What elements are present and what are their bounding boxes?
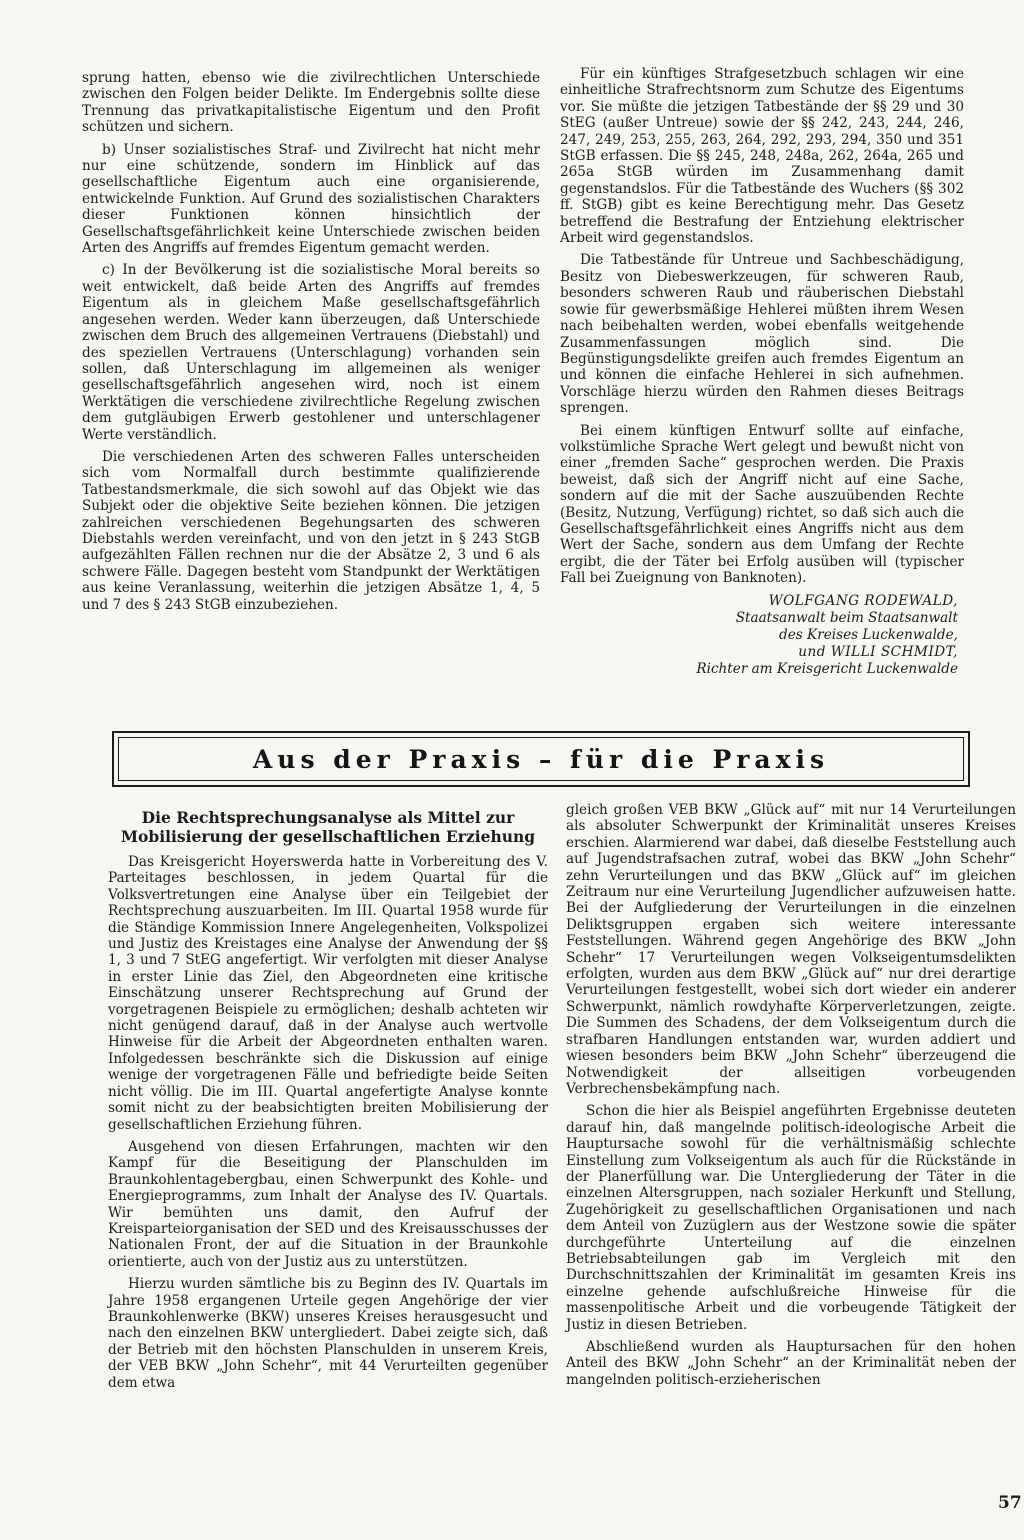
author-signature [560, 593, 964, 678]
article-right-column [566, 802, 1016, 1394]
author-name: WOLFGANG RODEWALD, [768, 592, 958, 609]
paragraph: Hierzu wurden sämtliche bis zu Beginn des IV. Quartals im Jahre 1958 ergangenen Urteile gegen Angehörige der vier Braunkohlenwerke (BKW) unseres Kreises herausgesucht und nach den einzelnen BKW untergliedert. Dabei zeigte sich, daß der Betrieb mit den höchsten Planschulden in unserem Kreis, der VEB BKW „John Schehr“, mit 44 Verurteilten gegenüber dem etwa [108, 1276, 548, 1391]
paragraph: Für ein künftiges Strafgesetzbuch schlagen wir eine einheitliche Strafrechtsnorm zum Schutze des Eigentums vor. Sie müßte die jetzigen Tatbestände der §§ 29 und 30 StEG (außer Untreue) sowie der §§ 242, 243, 244, 246, 247, 249, 253, 255, 263, 264, 292, 293, 294, 350 und 351 StGB erfassen. Die §§ 245, 248, 248a, 262, 264a, 265 und 265a StGB würden im Zusammenhang damit gegenstandslos. Für die Tatbestände des Wuchers (§§ 302 ff. StGB) gibt es keine Berechtigung mehr. Das Gesetz betreffend die Bestrafung der Entziehung elektrischer Arbeit wird gegenstandslos. [560, 66, 964, 247]
author-name: und WILLI SCHMIDT, [798, 643, 958, 660]
article-title-line: Die Rechtsprechungsanalyse als Mittel zur [141, 808, 515, 827]
upper-left-column [82, 70, 540, 619]
paragraph: Die verschiedenen Arten des schweren Falles unterscheiden sich vom Normalfall durch bestimmte qualifizierende Tatbestandsmerkmale, die sich sowohl auf das Objekt wie das Subjekt oder die objektive Seite beziehen können. Die jetzigen zahlreichen verschiedenen Begehungsarten des schweren Diebstahls werden vereinfacht, und von den jetzt in § 243 StGB aufgezählten Fällen rechnen nur die der Absätze 2, 3 und 6 als schwere Fälle. Dagegen besteht vom Standpunkt der Werktätigen aus keine Veranlassung, weiterhin die jetzigen Absätze 1, 4, 5 und 7 des § 243 StGB einzubeziehen. [82, 448, 540, 613]
upper-right-column [560, 66, 964, 678]
paragraph: c) In der Bevölkerung ist die sozialistische Moral bereits so weit entwickelt, daß beide Arten des Angriffs auf fremdes Eigentum als in gleichem Maße gesellschaftsgefährlich angesehen werden. Weder kann überzeugen, daß Unterschiede zwischen dem Bruch des allgemeinen Vertrauens (Diebstahl) und des speziellen Vertrauens (Unterschlagung) vorhanden sein sollen, daß Unterschlagung im allgemeinen als weniger gesellschaftsgefährlich angesehen wird, noch ist einem Werktätigen die verschiedene zivilrechtliche Regelung zwischen dem gutgläubigen Erwerb gestohlener und unterschlagener Werte verständlich. [82, 262, 540, 443]
paragraph: Das Kreisgericht Hoyerswerda hatte in Vorbereitung des V. Parteitages beschlossen, in jedem Quartal für die Volksvertretungen eine Analyse über ein Teilgebiet der Rechtsprechung auszuarbeiten. Im III. Quartal 1958 wurde für die Ständige Kommission Innere Angelegenheiten, Volkspolizei und Justiz des Kreistages eine Analyse der Anwendung der §§ 1, 3 und 7 StEG angefertigt. Wir verfolgten mit dieser Analyse in erster Linie das Ziel, den Abgeordneten eine kritische Einschätzung unserer Rechtsprechung auf Grund der vorgetragenen Beispiele zu ermöglichen; deshalb achteten wir nicht genügend darauf, daß in der Analyse auch wertvolle Hinweise für die Arbeit der Abgeordneten enthalten waren. Infolgedessen beschränkte sich die Diskussion auf einige wenige der vorgetragenen Fälle und befriedigte beide Seiten nicht völlig. Die im III. Quartal angefertigte Analyse konnte somit nicht zu der beabsichtigten breiten Mobilisierung der gesellschaftlichen Erziehung führen. [108, 854, 548, 1133]
paragraph: Bei einem künftigen Entwurf sollte auf einfache, volkstümliche Sprache Wert gelegt und bewußt nicht von einer „fremden Sache“ gesprochen werden. Die Praxis beweist, daß sich der Angriff nicht auf eine Sache, sondern auf die mit der Sache auszuübenden Rechte (Besitz, Nutzung, Verfügung) richtet, so daß sich auch die Gesellschaftsgefährlichkeit eines Angriffs nicht aus dem Wert der Sache, sondern aus dem Umfang der Rechte ergibt, die der Täter bei Erfolg ausüben will (typischer Fall bei Zueignung von Banknoten). [560, 422, 964, 587]
author-role: Staatsanwalt beim Staatsanwalt [735, 609, 958, 626]
paragraph: Die Tatbestände für Untreue und Sachbeschädigung, Besitz von Diebeswerkzeugen, für schweren Raub, besonders schweren Raub und räuberischen Diebstahl sowie für gewerbsmäßige Hehlerei müßten ihrem Wesen nach beibehalten werden, wobei ebenfalls weitgehende Zusammenfassungen möglich sind. Die Begünstigungsdelikte greifen auch fremdes Eigentum an und können die einfache Hehlerei in sich aufnehmen. Vorschläge hierzu würden den Rahmen dieses Beitrags sprengen. [560, 252, 964, 417]
paragraph: Abschließend wurden als Hauptursachen für den hohen Anteil des BKW „John Schehr“ an der Kriminalität neben der mangelnden politisch-erzieherischen [566, 1339, 1016, 1388]
paragraph: Ausgehend von diesen Erfahrungen, machten wir den Kampf für die Beseitigung der Planschulden im Braunkohlentagebergbau, einen Schwerpunkt des Kohle- und Energieprogramms, zum Inhalt der Analyse des IV. Quartals. Wir bemühten uns damit, den Aufruf der Kreisparteiorganisation der SED und des Kreisausschusses der Nationalen Front, der auf die Situation in der Braunkohle orientierte, auch von der Justiz aus zu unterstützen. [108, 1138, 548, 1270]
author-role: Richter am Kreisgericht Luckenwalde [696, 660, 958, 677]
section-banner-inner-frame [118, 737, 964, 781]
article-title [108, 808, 548, 846]
paragraph: b) Unser sozialistisches Straf- und Zivilrecht hat nicht mehr nur eine schützende, sondern im Hinblick auf das gesellschaftliche Eigentum auch eine organisierende, entwickelnde Funktion. Auf Grund des sozialistischen Charakters dieser Funktionen können hinsichtlich der Gesellschaftsgefährlichkeit keine Unterschiede zwischen beiden Arten des Angriffs auf fremdes Eigentum gemacht werden. [82, 141, 540, 257]
article-left-column [108, 808, 548, 1397]
author-role: des Kreises Luckenwalde, [779, 626, 958, 643]
paragraph: sprung hatten, ebenso wie die zivilrechtlichen Unterschiede zwischen den Folgen beider Delikte. Im Endergebnis sollte diese Trennung das privatkapitalistische Eigentum und den Profit schützen und sichern. [82, 70, 540, 136]
paragraph: gleich großen VEB BKW „Glück auf“ mit nur 14 Verurteilungen als absoluter Schwerpunkt der Kriminalität unseres Kreises erschien. Alarmierend war dabei, daß dieselbe Feststellung auch auf Jugendstrafsachen zutraf, wobei das BKW „John Schehr“ zehn Verurteilungen und das BKW „Glück auf“ im gleichen Zeitraum nur eine Verurteilung Jugendlicher aufzuweisen hatte. Bei der Aufgliederung der Verurteilungen in die einzelnen Deliktsgruppen ergaben sich weitere interessante Feststellungen. Während gegen Angehörige des BKW „John Schehr“ 17 Verurteilungen wegen Volkseigentumsdelikten erfolgten, wurden aus dem BKW „Glück auf“ nur drei derartige Verurteilungen festgestellt, wobei sich dort wieder ein anderer Schwerpunkt, nämlich rowdyhafte Körperverletzungen, zeigte. Die Summen des Schadens, der dem Volkseigentum durch die strafbaren Handlungen entstanden war, wurden addiert und wiesen besonders beim BKW „John Schehr“ überzeugend die Notwendigkeit der allseitigen vorbeugenden Verbrechensbekämpfung nach. [566, 802, 1016, 1097]
page-number: 57 [998, 1493, 1022, 1513]
article-title-line: Mobilisierung der gesellschaftlichen Erziehung [120, 827, 536, 846]
section-banner-title: Aus der Praxis – für die Praxis [252, 744, 830, 774]
paragraph: Schon die hier als Beispiel angeführten Ergebnisse deuteten darauf hin, daß mangelnde politisch-ideologische Arbeit die Hauptursache sowohl für die verhältnismäßig schlechte Einstellung zum Volkseigentum als auch für die Rückstände in der Planerfüllung war. Die Untergliederung der Täter in die einzelnen Altersgruppen, nach sozialer Herkunft und Stellung, Zugehörigkeit zu gesellschaftlichen Organisationen und nach dem Anteil von Zuzüglern aus der Westzone sowie die später durchgeführte Unterteilung auf die einzelnen Betriebsabteilungen gab im Vergleich mit den Durchschnittszahlen der Kriminalität im gesamten Kreis ins einzelne gehende aufschlußreiche Hinweise für die massenpolitische Arbeit und die vorbeugende Tätigkeit der Justiz in diesen Betrieben. [566, 1103, 1016, 1333]
section-banner [112, 731, 970, 787]
